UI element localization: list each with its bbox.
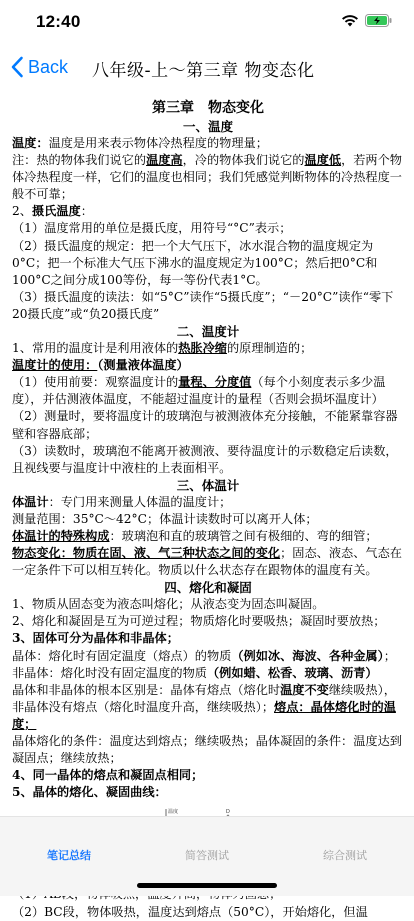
- paragraph: 2、熔化和凝固是互为可逆过程；物质熔化时要吸热；凝固时要放热；: [12, 614, 386, 629]
- chapter-title: 第三章 物态变化: [152, 100, 264, 116]
- tab-short-answer-test[interactable]: 简答测试: [185, 849, 229, 862]
- paragraph: 温度：温度是用来表示物体冷热程度的物理量；: [12, 136, 268, 150]
- paragraph: （3）摄氏温度的读法：如“5°C”读作“5摄氏度”；“－20°C”读作“零下20摄氏度”或“负20摄氏度”: [12, 289, 394, 321]
- paragraph: 晶体和非晶体的根本区别是：晶体有熔点（熔化时温度不变继续吸热），非晶体没有熔点（熔化时温度升高，继续吸热）；熔点：晶体熔化时的温度；: [12, 682, 396, 731]
- paragraph: 2、摄氏温度：: [12, 204, 93, 219]
- paragraph: 物态变化：物质在固、液、气三种状态之间的变化；固态、液态、气态在一定条件下可以相互转化。物质以什么状态存在跟物体的温度有关。: [12, 546, 402, 578]
- nav-bar: [0, 44, 414, 90]
- paragraph: 晶体：熔化时有固定温度（熔点）的物质（例如冰、海波、各种金属）；非晶体：熔化时没有固定温度的物质（例如蜡、松香、玻璃、沥青）: [12, 648, 396, 680]
- paragraph: 体温计：专门用来测量人体温的温度计；: [12, 494, 232, 509]
- section-heading: 一、温度: [182, 119, 233, 134]
- tab-comprehensive-test[interactable]: 综合测试: [323, 849, 367, 862]
- axis-label-y: 温度: [168, 809, 179, 816]
- paragraph: 晶体熔化的条件：温度达到熔点；继续吸热；晶体凝固的条件：温度达到凝固点；继续放热；: [12, 734, 402, 766]
- paragraph: 1、物质从固态变为液态叫熔化；从液态变为固态叫凝固。: [12, 597, 325, 612]
- paragraph: 测量范围：35°C～42°C；体温计读数时可以离开人体；: [12, 511, 318, 526]
- paragraph: 5、晶体的熔化、凝固曲线：: [12, 785, 167, 800]
- battery-charging-icon: [365, 14, 392, 27]
- paragraph: 4、同一晶体的熔点和凝固点相同；: [12, 768, 204, 783]
- paragraph: 注：热的物体我们说它的温度高，冷的物体我们说它的温度低，若两个物体冷热程度一样，它们的温度也相同；我们凭感觉判断物体的冷热程度一般不可靠；: [12, 153, 402, 202]
- section-heading: 四、熔化和凝固: [164, 580, 252, 596]
- point-label: D: [226, 809, 230, 816]
- paragraph: （2）测量时，要将温度计的玻璃泡与被测液体充分接触，不能紧靠容器壁和容器底部；: [12, 409, 398, 441]
- paragraph: （2）摄氏温度的规定：把一个大气压下，冰水混合物的温度规定为0°C；把一个标准大气压下沸水的温度规定为100°C；然后把0°C和100°C之间分成100等份，每一等份代表1°C。: [12, 238, 378, 287]
- back-label: Back: [28, 56, 69, 77]
- paragraph: 3、固体可分为晶体和非晶体；: [12, 631, 179, 646]
- tab-bar: [0, 816, 414, 896]
- paragraph: 1、常用的温度计是利用液体的热胀冷缩的原理制造的；: [12, 341, 313, 356]
- section-heading: 三、体温计: [176, 477, 240, 493]
- paragraph: （1）温度常用的单位是摄氏度，用符号“°C”表示；: [12, 221, 292, 236]
- page-title: 八年级-上～第三章 物变态化: [92, 61, 315, 81]
- wifi-icon: [341, 14, 359, 27]
- paragraph: （1）使用前要：观察温度计的量程、分度值（每个小刻度表示多少温度），并估测液体温度，不能超过温度计的量程（否则会损坏温度计）: [12, 375, 386, 407]
- paragraph: （2）BC段，物体吸热，温度达到熔点（50°C），开始熔化，但温: [12, 904, 368, 919]
- status-icons: [341, 14, 392, 27]
- chevron-left-icon: [10, 56, 24, 78]
- paragraph: 温度计的使用：（测量液体温度）: [12, 358, 189, 373]
- tab-notes-summary[interactable]: 笔记总结: [47, 849, 91, 862]
- home-indicator: [137, 883, 277, 888]
- back-button[interactable]: [10, 52, 68, 82]
- notes-document: [0, 92, 414, 921]
- paragraph: 体温计的特殊构成：玻璃泡和直的玻璃管之间有极细的、弯的细管；: [12, 528, 378, 543]
- section-heading: 二、温度计: [176, 324, 240, 340]
- status-time: 12:40: [36, 12, 81, 31]
- status-bar: [0, 0, 414, 44]
- paragraph: （3）读数时，玻璃泡不能离开被测液、要待温度计的示数稳定后读数，且视线要与温度计中液柱的上表面相平。: [12, 443, 398, 475]
